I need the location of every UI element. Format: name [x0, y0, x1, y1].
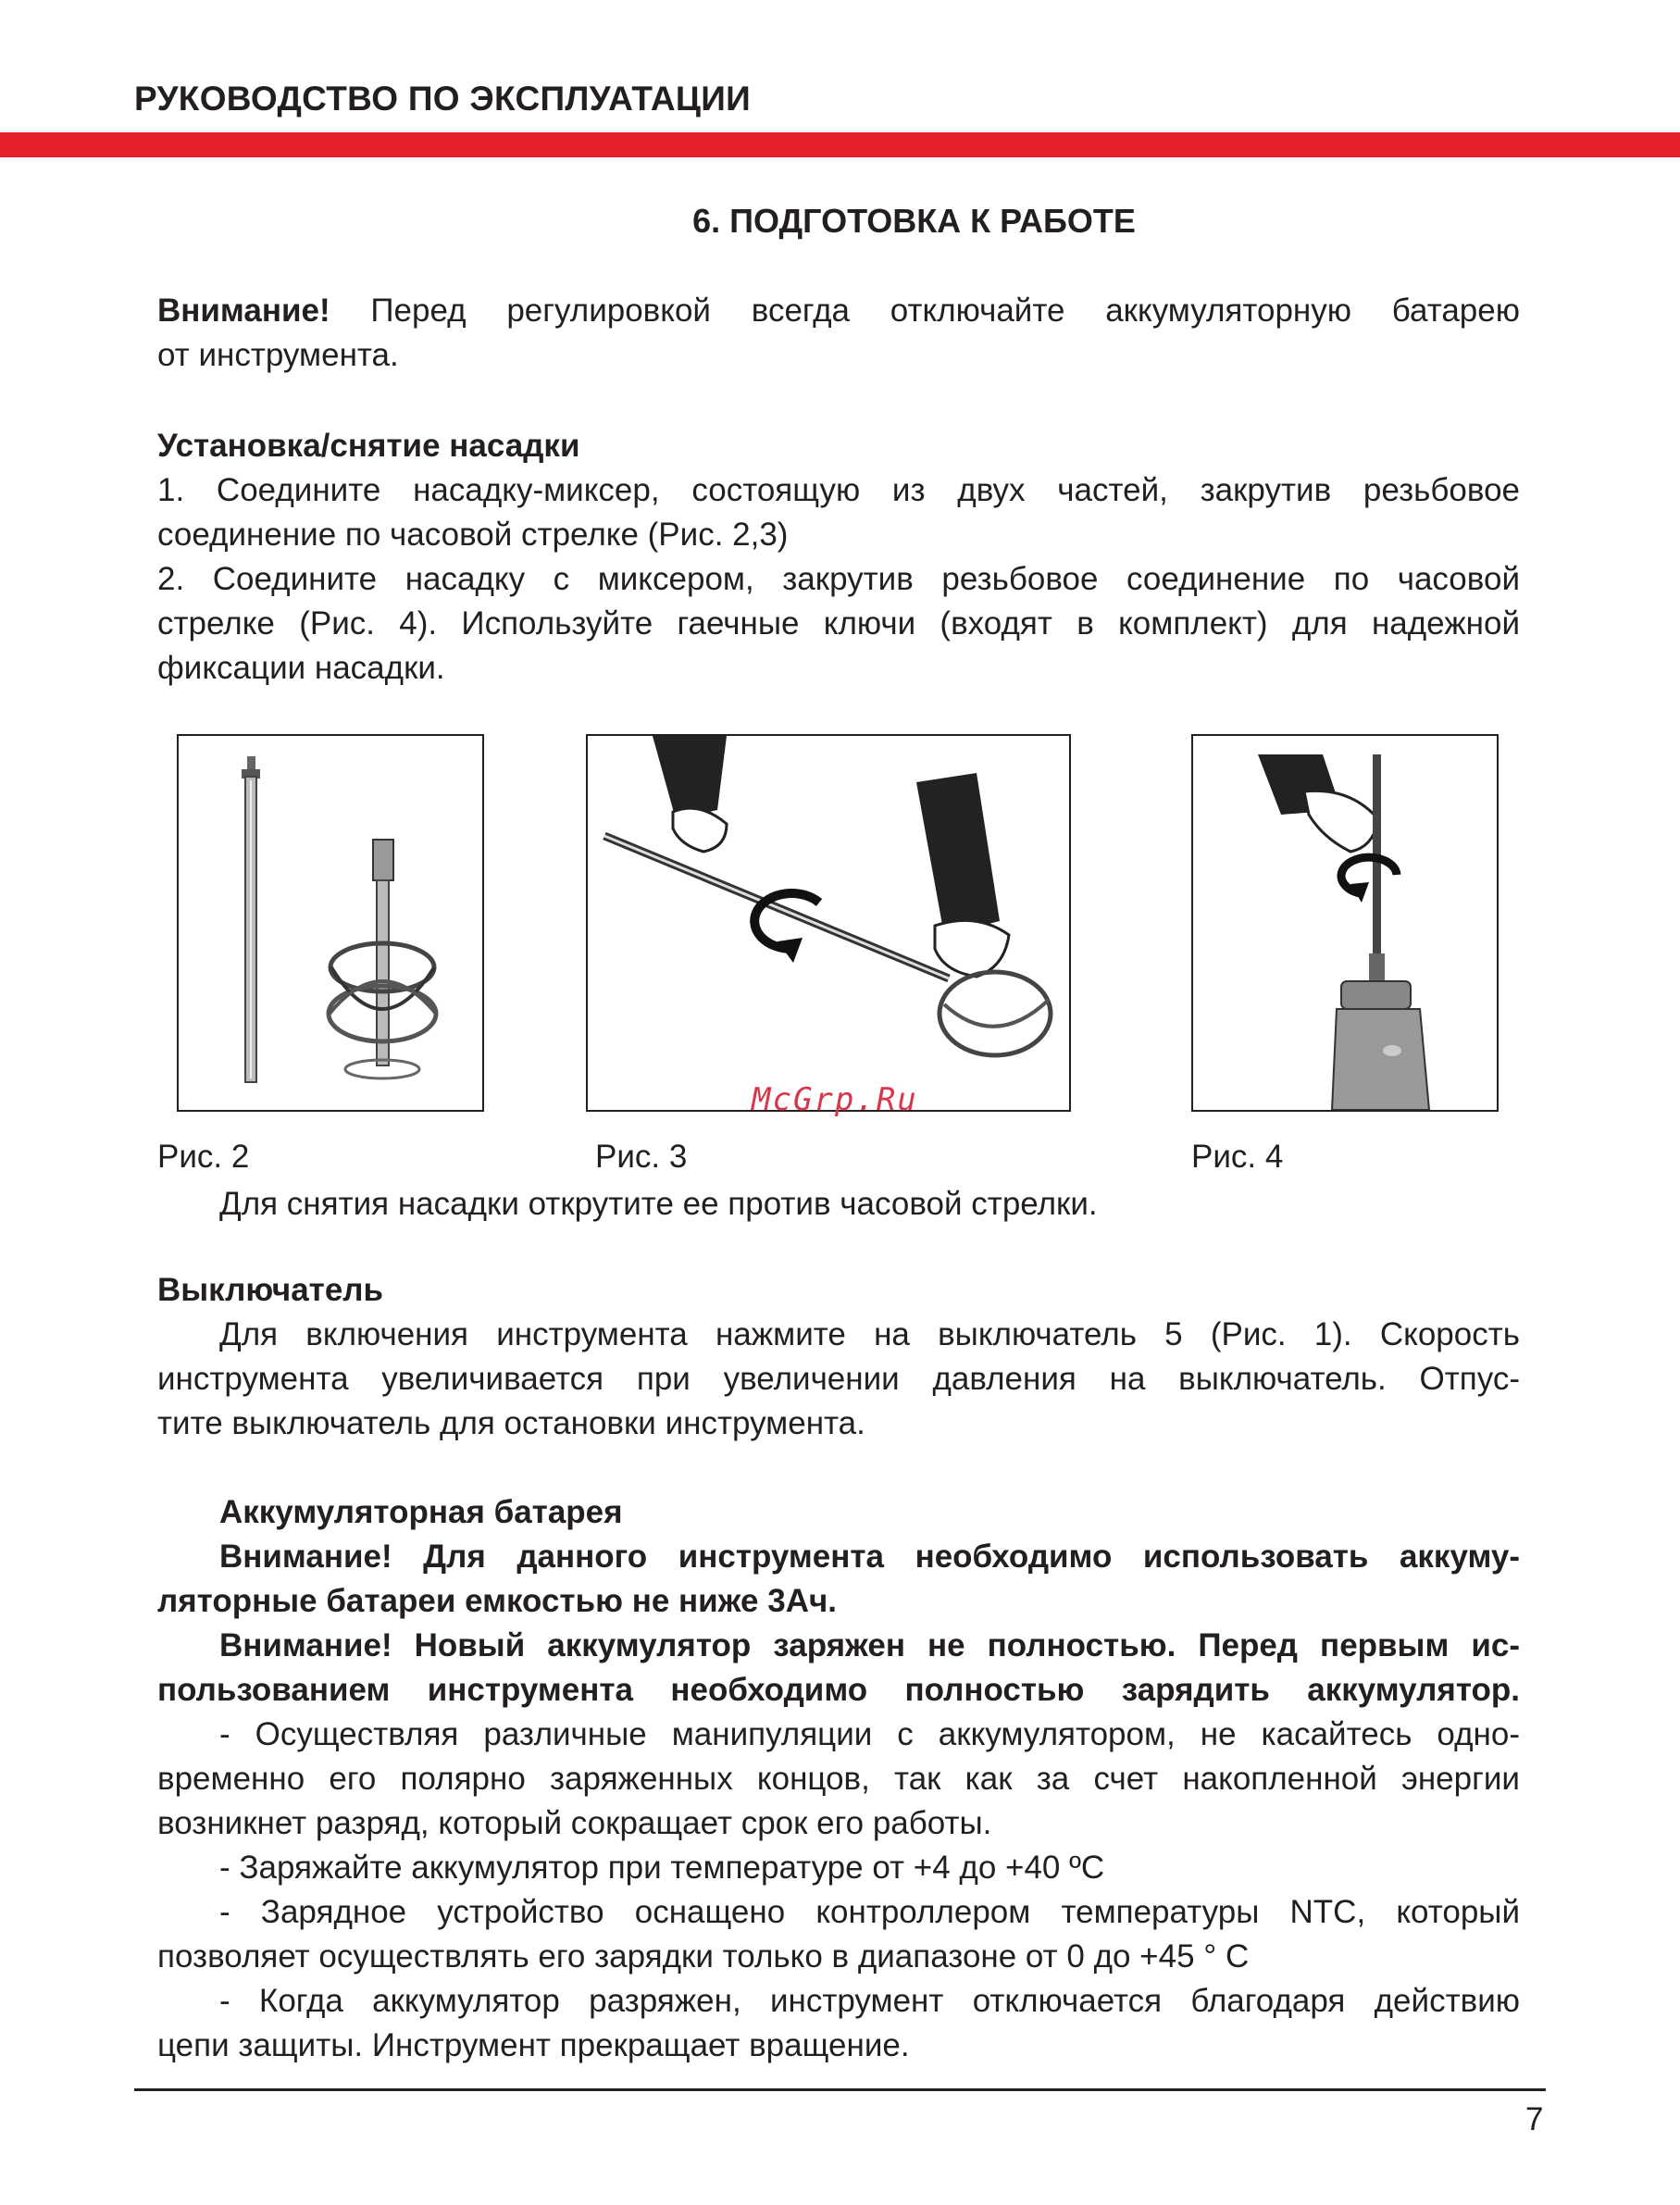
install-heading: Установка/снятие насадки	[157, 428, 580, 464]
watermark: McGrp.Ru	[752, 1081, 918, 1118]
footer-rule	[134, 2088, 1546, 2091]
switch-line: тите выключатель для остановки инструмента.	[157, 1405, 865, 1441]
warning-label: Внимание!	[157, 293, 330, 329]
switch-heading: Выключатель	[157, 1272, 384, 1308]
battery-warning-line: Внимание! Для данного инструмента необходимо использовать аккуму-	[219, 1539, 1520, 1575]
removal-note-text: Для снятия насадки открутите ее против часовой стрелки.	[219, 1186, 1098, 1222]
battery-heading: Аккумуляторная батарея	[219, 1494, 623, 1530]
battery-warning-line: пользованием инструмента необходимо полностью зарядить аккумулятор.	[157, 1672, 1520, 1708]
battery-section	[157, 1490, 1520, 2068]
install-line: соединение по часовой стрелке (Рис. 2,3)	[157, 517, 789, 553]
install-section	[157, 424, 1520, 691]
battery-line: - Зарядное устройство оснащено контроллером температуры NTC, который	[219, 1894, 1520, 1930]
battery-line: возникнет разряд, который сокращает срок его работы.	[157, 1805, 992, 1841]
warning-paragraph	[157, 289, 1520, 378]
battery-warning-line: ляторные батареи емкостью не ниже 3Ач.	[157, 1583, 838, 1619]
switch-line: Для включения инструмента нажмите на выключатель 5 (Рис. 1). Скорость	[219, 1316, 1520, 1352]
removal-note	[157, 1182, 1520, 1227]
hand-attaching-paddle-to-mixer-illustration	[1193, 736, 1497, 1110]
figure-3-caption: Рис. 3	[595, 1139, 688, 1175]
page-number: 7	[1525, 2101, 1544, 2137]
figure-4	[1191, 734, 1499, 1112]
warning-line-2: от инструмента.	[157, 337, 399, 373]
battery-line: - Осуществляя различные манипуляции с аккумулятором, не касайтесь одно-	[219, 1716, 1520, 1752]
figure-4-caption: Рис. 4	[1191, 1139, 1284, 1175]
battery-line: цепи защиты. Инструмент прекращает вращение.	[157, 2027, 910, 2063]
mixer-paddle-parts-illustration	[179, 736, 482, 1110]
install-line: 1. Соедините насадку-миксер, состоящую из двух частей, закрутив резьбовое	[157, 472, 1520, 508]
figure-2	[177, 734, 484, 1112]
figure-3	[586, 734, 1071, 1112]
install-line: фиксации насадки.	[157, 650, 445, 686]
section-title: 6. ПОДГОТОВКА К РАБОТЕ	[692, 202, 1136, 240]
switch-section	[157, 1268, 1520, 1446]
battery-line: - Когда аккумулятор разряжен, инструмент отключается благодаря действию	[219, 1983, 1520, 2019]
battery-line: позволяет осуществлять его зарядки только в диапазоне от 0 до +45 ° С	[157, 1938, 1250, 1975]
header-title: РУКОВОДСТВО ПО ЭКСПЛУАТАЦИИ	[134, 80, 752, 118]
battery-line: временно его полярно заряженных концов, так как за счет накопленной энергии	[157, 1761, 1520, 1797]
install-line: 2. Соедините насадку с миксером, закрутив резьбовое соединение по часовой	[157, 561, 1520, 597]
switch-line: инструмента увеличивается при увеличении давления на выключатель. Отпус-	[157, 1361, 1520, 1397]
battery-line: - Заряжайте аккумулятор при температуре от +4 до +40 ºС	[219, 1850, 1105, 1886]
figure-2-caption: Рис. 2	[157, 1139, 250, 1175]
header-red-bar	[0, 132, 1680, 157]
hands-assembling-paddle-illustration	[588, 736, 1069, 1110]
install-line: стрелке (Рис. 4). Используйте гаечные ключи (входят в комплект) для надежной	[157, 605, 1520, 642]
warning-line-1: Внимание! Перед регулировкой всегда отключайте аккумуляторную батарею	[157, 293, 1520, 329]
battery-warning-line: Внимание! Новый аккумулятор заряжен не полностью. Перед первым ис-	[219, 1627, 1520, 1663]
